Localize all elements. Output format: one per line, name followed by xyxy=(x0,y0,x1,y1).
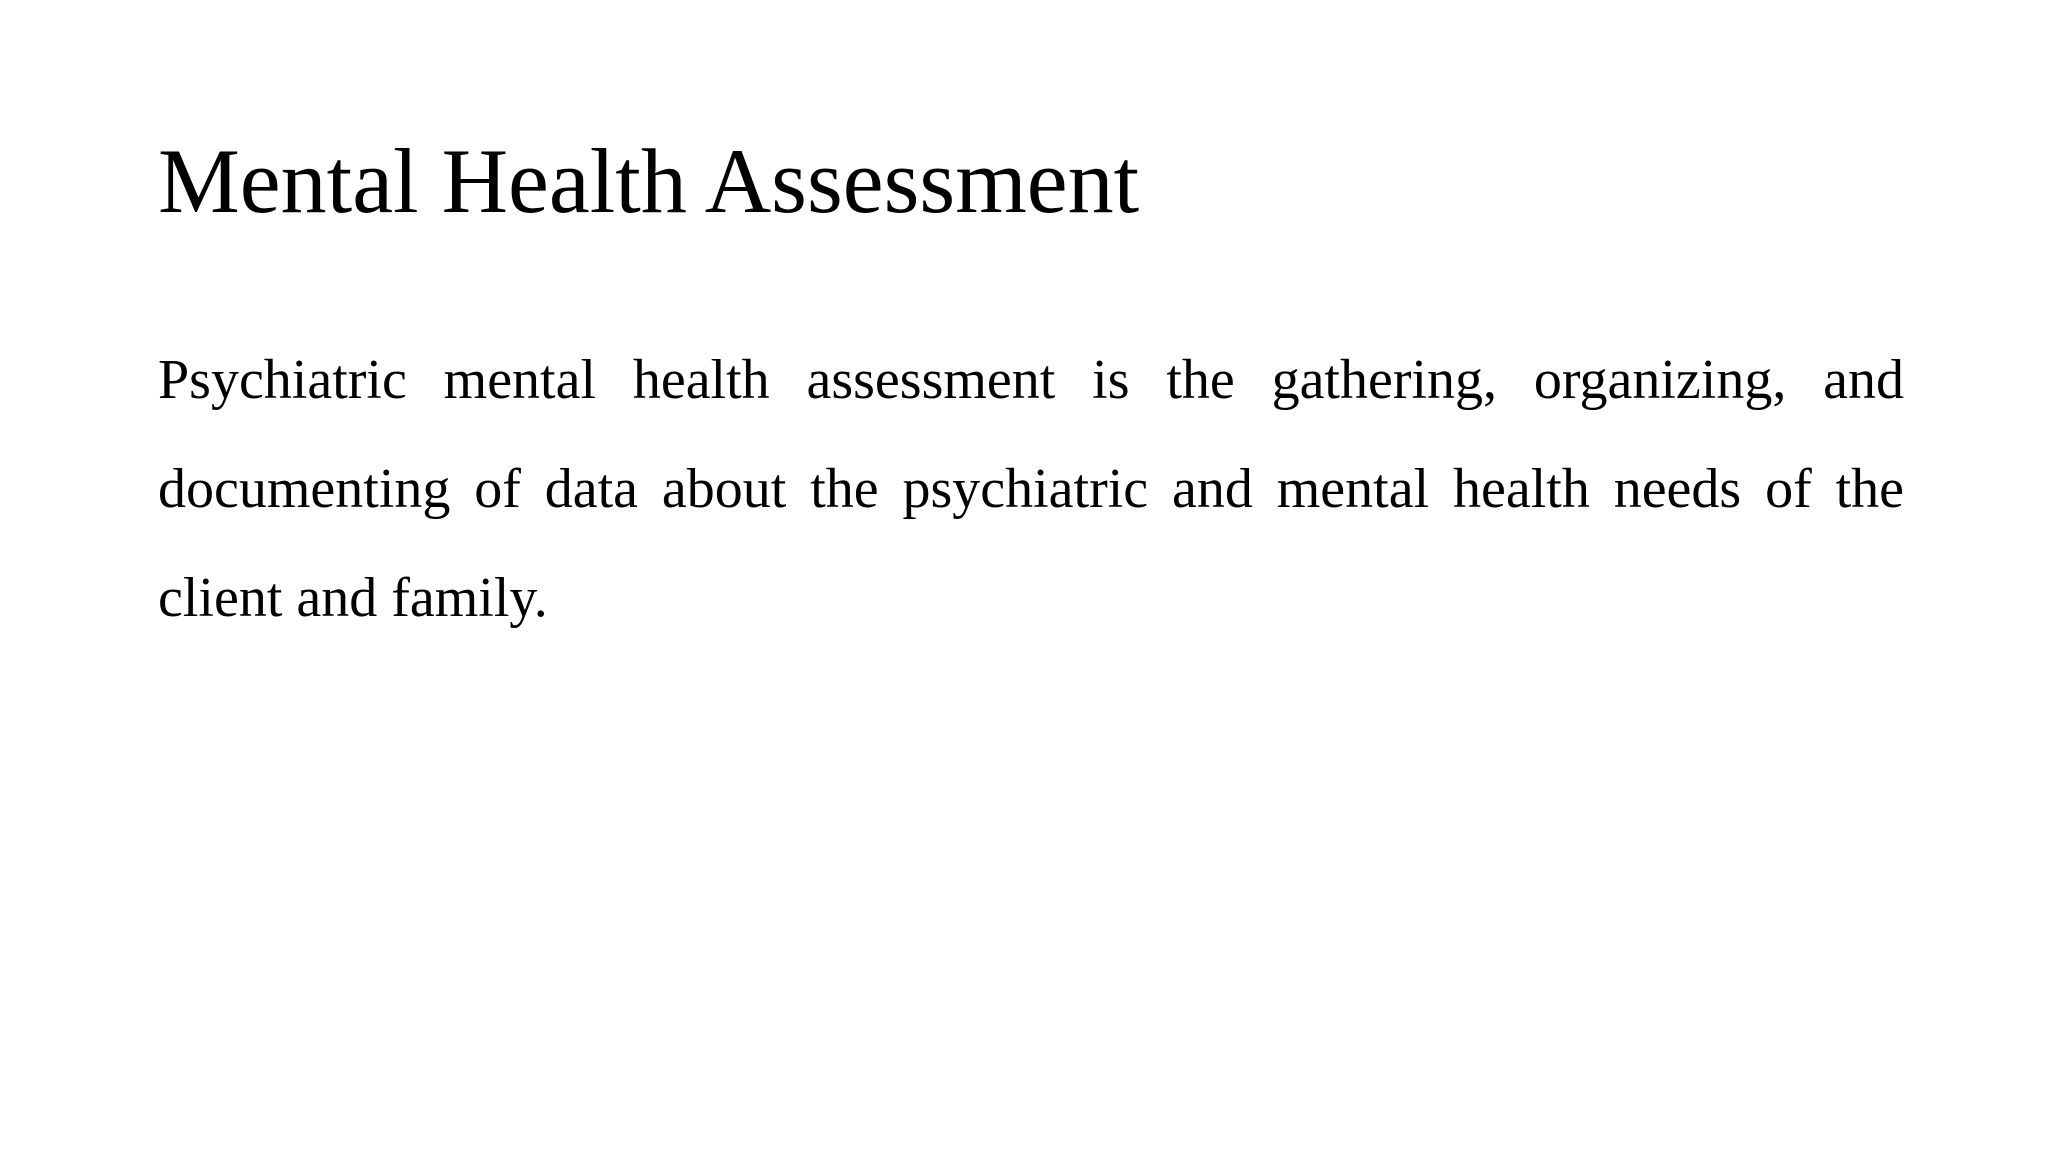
slide-title: Mental Health Assessment xyxy=(158,130,1140,232)
slide-body-text: Psychiatric mental health assessment is the gathering, organizing, and documenting of data about the psychiatric and mental health needs of the client and family. xyxy=(158,349,1904,629)
